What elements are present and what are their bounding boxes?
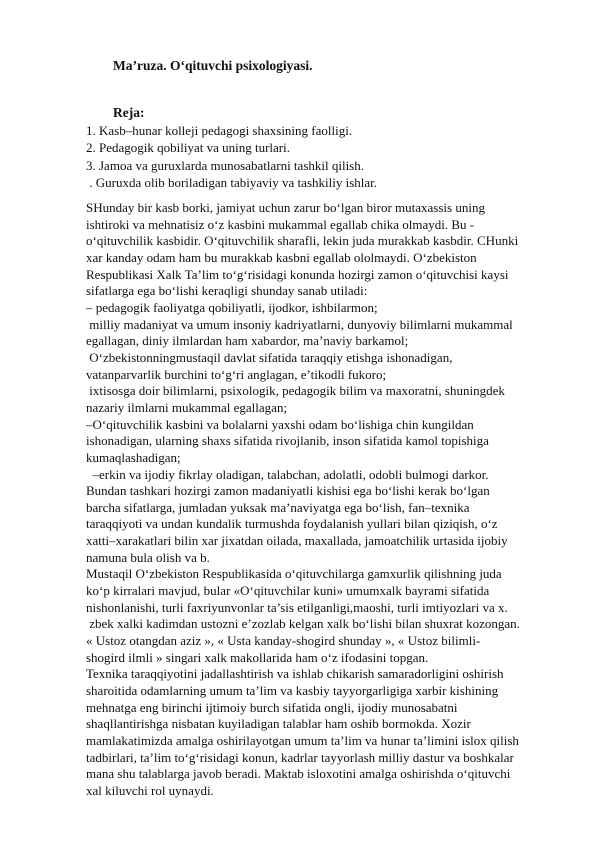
body-line: nazariy ilmlarni mukammal egallagan; [86,399,288,415]
body-line: Bundan tashkari hozirgi zamon madaniyatli kishisi ega bo‘lishi kerak bo‘lgan [86,483,490,499]
body-line: Texnika taraqqiyotini jadallashtirish va ishlab chikarish samaradorligini oshirish [86,666,504,682]
body-line: O‘zbekistonningmustaqil davlat sifatida taraqqiy etishga ishonadigan, [86,349,453,365]
body-line: –O‘qituvchilik kasbini va bolalarni yaxshi odam bo‘lishiga chin kungildan [86,416,474,432]
body-line: ishonadigan, ularning shaxs sifatida rivojlanib, inson sifatida kamol topishiga [86,433,489,449]
body-line: ishtiroki va mehnatisiz o‘z kasbini mukammal egallab chika olmaydi. Bu - [86,216,475,232]
body-line: tadbirlari, ta’lim to‘g‘risidagi konun, kadrlar tayyorlash milliy dastur va boshkalar [86,749,514,765]
body-line: Mustaqil O‘zbekiston Respublikasida o‘qituvchilarga gamxurlik qilishning juda [86,566,502,582]
body-line: kumaqlashadigan; [86,449,181,465]
body-line: xal kiluvchi rol uynaydi. [86,782,214,798]
body-line: vatanparvarlik burchini to‘g‘ri anglagan, e’tikodli fukoro; [86,366,387,382]
plan-item: 3. Jamoa va guruxlarda munosabatlarni tashkil qilish. [86,157,364,173]
body-line: namuna bula olish va b. [86,549,210,565]
body-line: – pedagogik faoliyatga qobiliyatli, ijodkor, ishbilarmon; [86,299,378,315]
body-line: milliy madaniyat va umum insoniy kadriyatlarni, dunyoviy bilimlarni mukammal [86,316,513,332]
body-text [86,200,596,800]
body-line: shogird ilmli » singari xalk makollarida ham o‘z ifodasini topgan. [86,649,429,665]
body-line: ixtisosga doir bilimlarni, psixologik, pedagogik bilim va maxoratni, shuningdek [86,383,505,399]
body-line: mamlakatimizda amalga oshirilayotgan umum ta’lim va hunar ta’limini islox qilish [86,733,519,748]
body-line: shaqllantirishga nisbatan kuyiladigan talablar ham oshib bormokda. Xozir [86,716,471,732]
plan-item: . Guruxda olib boriladigan tabiyaviy va tashkiliy ishlar. [86,174,378,190]
plan-item: 1. Kasb–hunar kolleji pedagogi shaxsining faolligi. [86,123,353,138]
body-line: nishonlanishi, turli faxriyunvonlar ta’sis etilganligi,maoshi, turli imtiyozlari va x. [86,599,508,615]
body-line: xar kanday odam ham bu murakkab kasbni egallab ololmaydi. O‘zbekiston [86,249,477,265]
body-line: o‘qituvchilik kasbidir. O‘qituvchilik sharafli, lekin juda murakkab kasbdir. CHunki [86,233,519,249]
body-line: zbek xalki kadimdan ustozni e’zozlab kelgan xalk bo‘lishi bilan shuxrat kozongan. [86,616,520,632]
body-line: sifatlarga ega bo‘lishi keraqligi shunday sanab utiladi: [86,283,368,299]
body-line: Respublikasi Xalk Ta’lim to‘g‘risidagi konunda hozirgi zamon o‘qituvchisi kaysi [86,266,509,282]
body-line: SHunday bir kasb borki, jamiyat uchun zarur bo‘lgan biror mutaxassis uning [86,200,485,215]
body-line: mana shu talablarga javob beradi. Maktab isloxotini amalga oshirishda o‘qituvchi [86,766,511,782]
body-line: xatti–xarakatlari bilin xar jixatdan oilada, maxallada, jamoatchilik urtasida ijobiy [86,533,508,549]
body-line: –erkin va ijodiy fikrlay oladigan, talabchan, adolatli, odobli bulmogi darkor. [86,466,489,482]
body-line: egallagan, diniy ilmlardan ham xabardor, ma’naviy barkamol; [86,333,409,349]
body-line: barcha sifatlarga, jumladan yuksak ma’naviyatga ega bo‘lish, fan–texnika [86,499,470,515]
body-line: taraqqiyoti va undan kundalik turmushda foydalanish yullari bilan qiziqish, o‘z [86,516,498,532]
body-line: sharoitida odamlarning umum ta’lim va kasbiy tayyorgarligiga xarbir kishining [86,683,499,699]
body-line: « Ustoz otangdan aziz », « Usta kanday-shogird shunday », « Ustoz bilimli- [86,633,481,649]
body-line: ko‘p kirralari mavjud, bular «O‘qituvchilar kuni» umumxalk bayrami sifatida [86,583,490,599]
document-title: Ma’ruza. O‘qituvchi psixologiyasi. [113,58,313,73]
body-line: mehnatga eng birinchi ijtimoiy burch sifatida ongli, ijodiy munosabatni [86,699,458,715]
plan-heading: Reja: [113,105,145,120]
plan-item: 2. Pedagogik qobiliyat va uning turlari. [86,140,290,156]
plan-list [86,122,377,191]
